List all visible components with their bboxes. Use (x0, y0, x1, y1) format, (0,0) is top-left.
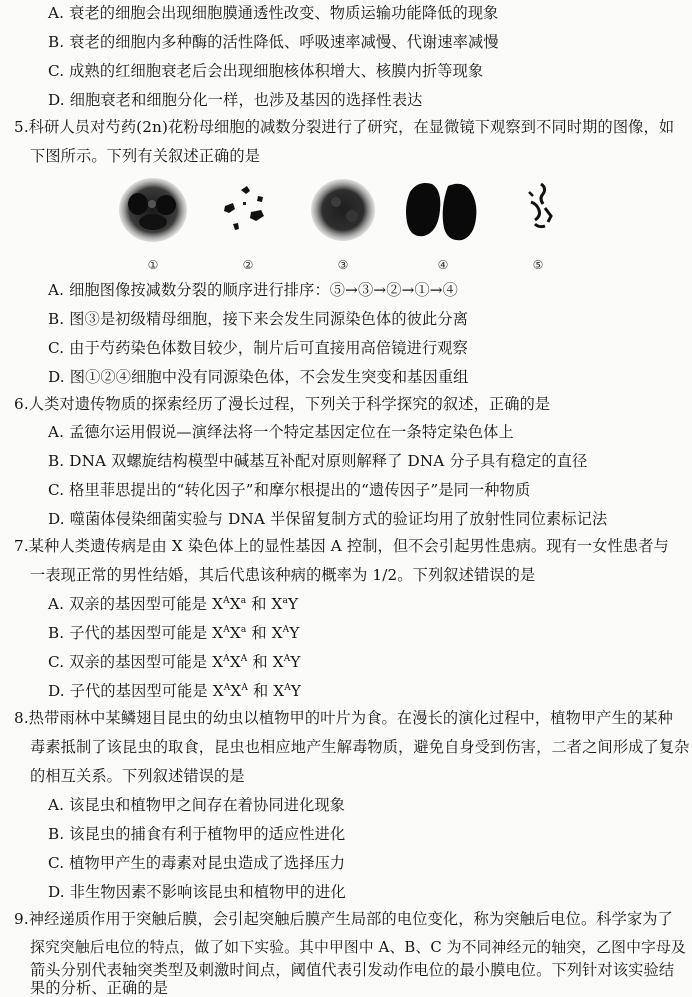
q6-option-a: A. 孟德尔运用假说—演绎法将一个特定基因定位在一条特定染色体上 (48, 423, 514, 441)
q7-option-d-text: D. 子代的基因型可能是 X (48, 682, 224, 700)
q4-option-a: A. 衰老的细胞会出现细胞膜通透性改变、物质运输功能降低的现象 (48, 4, 499, 22)
micrograph-5-image (493, 172, 583, 252)
q7-option-d-sup3: A (284, 683, 291, 693)
q6-option-b: B. DNA 双螺旋结构模型中碱基互补配对原则解释了 DNA 分子具有稳定的直径 (48, 452, 588, 470)
q8-stem-line3: 的相互关系。下列叙述错误的是 (30, 767, 245, 785)
micrograph-1-image (108, 172, 198, 252)
micrograph-2-image (203, 172, 293, 252)
q7-option-c-and: 和 X (247, 653, 284, 671)
q7-option-b-sup1: A (223, 625, 230, 635)
q7-option-c-y: Y (290, 653, 301, 671)
q7-option-a-sup3: a (282, 596, 289, 606)
q7-option-a-y: Y (288, 595, 299, 613)
q7-option-c (48, 653, 301, 671)
q7-option-b-sup3: A (282, 625, 290, 635)
q8-stem-line1: 8.热带雨林中某鳞翅目昆虫的幼虫以植物甲的叶片为食。在漫长的演化过程中，植物甲产生的某种 (14, 709, 673, 727)
q7-option-b-y: Y (289, 624, 300, 642)
q6-option-c: C. 格里菲思提出的“转化因子”和摩尔根提出的“遗传因子”是同一种物质 (48, 481, 531, 499)
q8-option-b: B. 该昆虫的捕食有利于植物甲的适应性进化 (48, 825, 346, 843)
micrograph-3-image (298, 172, 388, 252)
micrograph-4 (398, 172, 488, 272)
q6-option-d: D. 噬菌体侵染细菌实验与 DNA 半保留复制方式的验证均用了放射性同位素标记法 (48, 510, 608, 528)
figure-label-4: ④ (437, 258, 449, 272)
q8-option-d: D. 非生物因素不影响该昆虫和植物甲的进化 (48, 883, 346, 901)
q7-option-a-sup1: A (223, 596, 230, 606)
q7-option-b-sup2: a (240, 625, 247, 635)
q7-option-c-sup2: A (240, 654, 248, 664)
q7-option-b-and: 和 X (246, 624, 283, 642)
figure-label-2: ② (242, 258, 254, 272)
q7-stem-line2: 一表现正常的男性结婚，其后代患该种病的概率为 1/2。下列叙述错误的是 (30, 566, 536, 584)
q7-option-a (48, 595, 298, 613)
q7-option-a-and: 和 X (246, 595, 283, 613)
q8-option-a: A. 该昆虫和植物甲之间存在着协同进化现象 (48, 796, 346, 814)
figure-label-3: ③ (337, 258, 349, 272)
q4-option-d: D. 细胞衰老和细胞分化一样，也涉及基因的选择性表达 (48, 91, 423, 109)
q9-stem-line4: 果的分析、正确的是 (30, 979, 169, 997)
micrograph-3 (298, 172, 388, 272)
q7-option-a-text: A. 双亲的基因型可能是 X (48, 595, 224, 613)
micrograph-4-image (398, 172, 488, 252)
q5-micrograph-figures (108, 172, 578, 272)
q7-option-d-and: 和 X (248, 682, 285, 700)
q5-option-c: C. 由于芍药染色体数目较少，制片后可直接用高倍镜进行观察 (48, 339, 468, 357)
q7-option-c-text: C. 双亲的基因型可能是 X (48, 653, 224, 671)
q7-option-b (48, 624, 300, 642)
q7-option-c-sup3: A (283, 654, 291, 664)
q9-stem-line1: 9.神经递质作用于突触后膜，会引起突触后膜产生局部的电位变化，称为突触后电位。科学家为了 (14, 910, 673, 928)
micrograph-2 (203, 172, 293, 272)
q7-option-b-x2: X (229, 624, 241, 642)
figure-label-5: ⑤ (532, 258, 544, 272)
q7-option-d (48, 682, 301, 700)
figure-label-1: ① (147, 258, 159, 272)
q7-option-c-x2: X (229, 653, 241, 671)
q7-option-c-sup1: A (223, 654, 230, 664)
q6-stem: 6.人类对遗传物质的探索经历了漫长过程，下列关于科学探究的叙述，正确的是 (14, 395, 551, 413)
q7-stem-line1: 7.某种人类遗传病是由 X 染色体上的显性基因 A 控制，但不会引起男性患病。现有一女性患者与 (14, 537, 669, 555)
q4-option-b: B. 衰老的细胞内多种酶的活性降低、呼吸速率减慢、代谢速率减慢 (48, 33, 499, 51)
q7-option-a-x2: X (229, 595, 241, 613)
q7-option-a-sup2: a (240, 596, 247, 606)
micrograph-1 (108, 172, 198, 272)
q7-option-d-sup2: A (241, 683, 248, 693)
q7-option-d-x2: X (230, 682, 242, 700)
q8-option-c: C. 植物甲产生的毒素对昆虫造成了选择压力 (48, 854, 346, 872)
q8-stem-line2: 毒素抵制了该昆虫的取食，昆虫也相应地产生解毒物质，避免自身受到伤害，二者之间形成了复杂 (30, 738, 690, 756)
q7-option-d-y: Y (290, 682, 302, 700)
q9-stem-line3: 箭头分别代表轴突类型及刺激时间点，阈值代表引发动作电位的最小膜电位。下列针对该实验结 (30, 961, 675, 979)
micrograph-5 (493, 172, 583, 272)
q5-option-d: D. 图①②④细胞中没有同源染色体，不会发生突变和基因重组 (48, 368, 469, 386)
q5-stem-line1: 5.科研人员对芍药(2n)花粉母细胞的减数分裂进行了研究，在显微镜下观察到不同时期的图像，如 (14, 118, 675, 136)
q5-option-a: A. 细胞图像按减数分裂的顺序进行排序：⑤→③→②→①→④ (48, 281, 458, 299)
q9-stem-line2: 探究突触后电位的特点，做了如下实验。其中甲图中 A、B、C 为不同神经元的轴突，乙图中字母及 (30, 939, 686, 956)
q5-stem-line2: 下图所示。下列有关叙述正确的是 (30, 147, 261, 165)
q7-option-d-sup1: A (223, 683, 231, 693)
q7-option-b-text: B. 子代的基因型可能是 X (48, 624, 224, 642)
q5-option-b: B. 图③是初级精母细胞，接下来会发生同源染色体的彼此分离 (48, 310, 469, 328)
q4-option-c: C. 成熟的红细胞衰老后会出现细胞核体积增大、核膜内折等现象 (48, 62, 484, 80)
